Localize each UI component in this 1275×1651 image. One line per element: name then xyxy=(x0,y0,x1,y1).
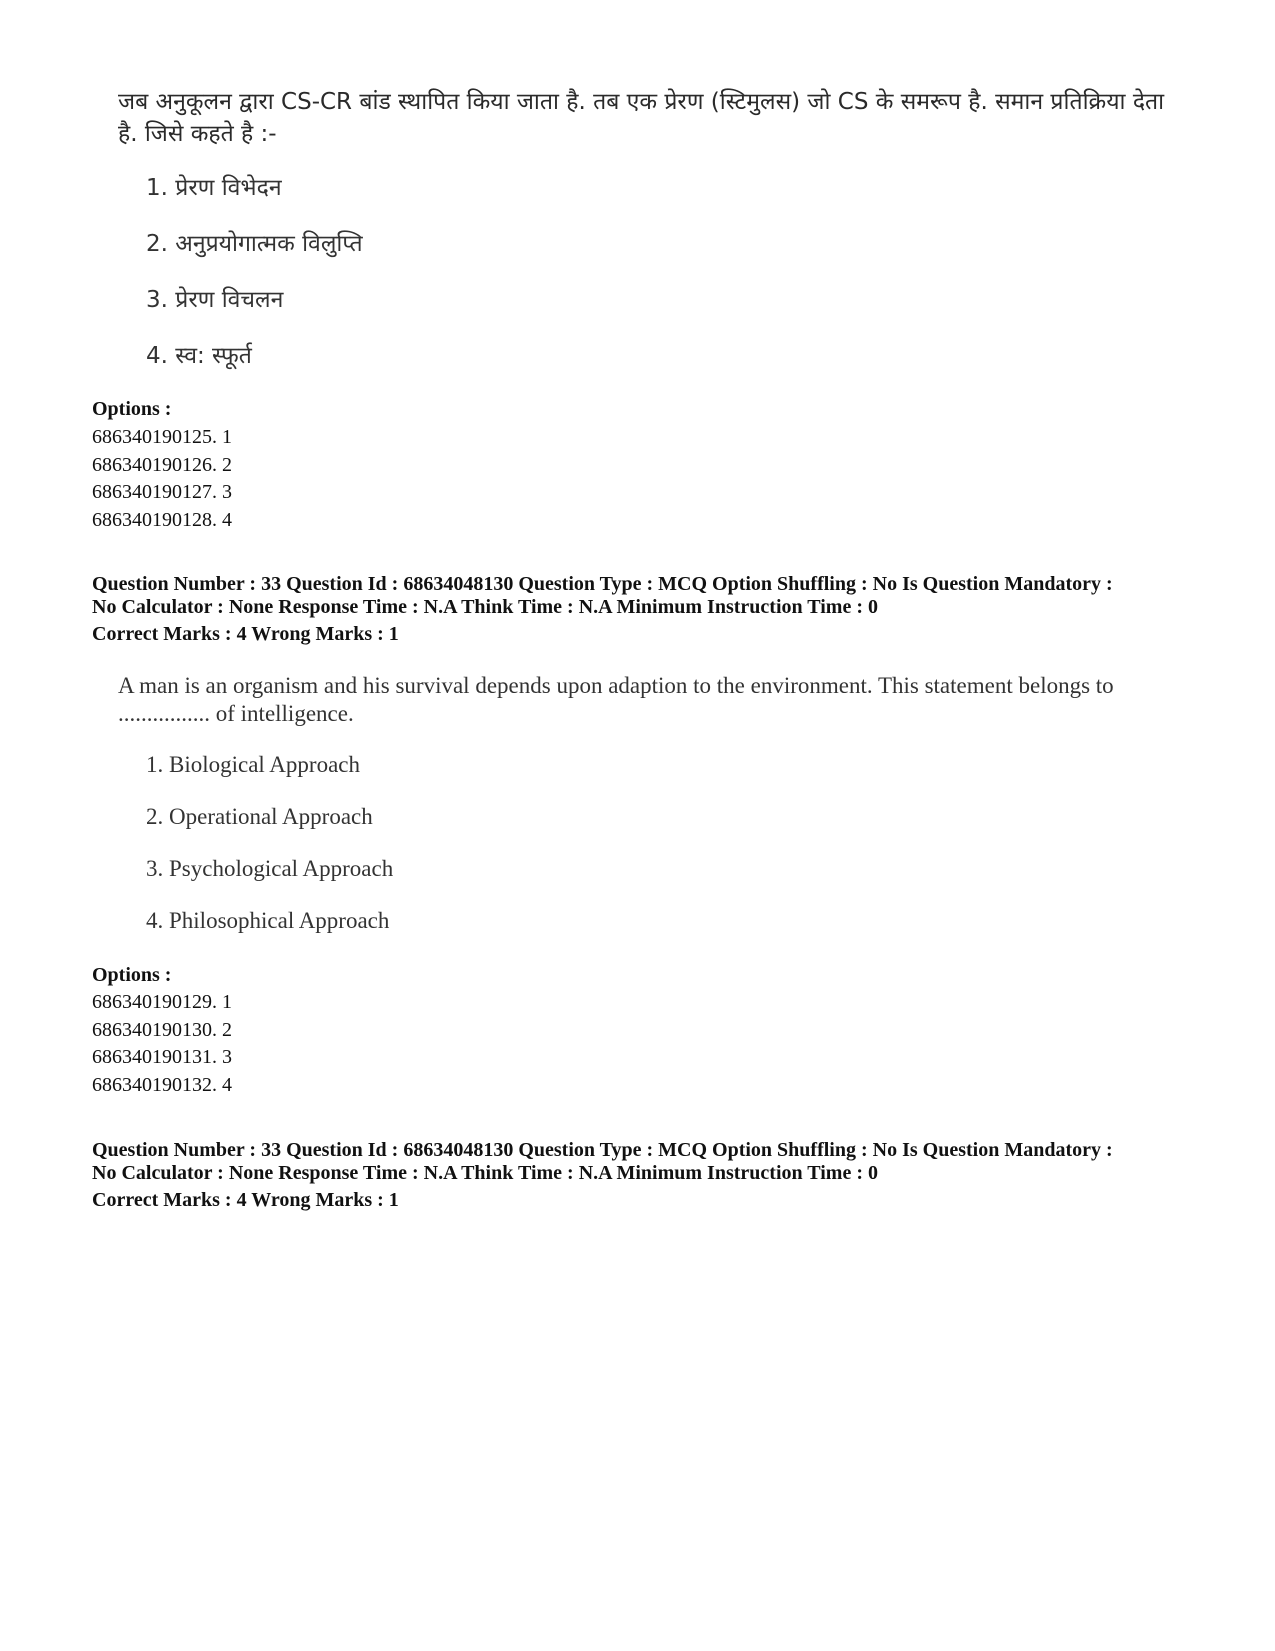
marks-line: Correct Marks : 4 Wrong Marks : 1 xyxy=(92,1189,399,1211)
question-meta-line2: No Calculator : None Response Time : N.A Think Time : N.A Minimum Instruction Time : 0 xyxy=(92,596,878,618)
choice-item: 3. प्रेरण विचलन xyxy=(146,287,284,313)
question-meta-line1: Question Number : 33 Question Id : 68634048130 Question Type : MCQ Option Shuffling : No Is Question Mandatory : xyxy=(92,1139,1113,1161)
choice-item: 3. Psychological Approach xyxy=(146,856,394,881)
option-id-line: 686340190126. 2 xyxy=(92,454,232,476)
options-heading: Options : xyxy=(92,964,172,986)
option-id-line: 686340190125. 1 xyxy=(92,426,232,448)
question-meta-line2: No Calculator : None Response Time : N.A Think Time : N.A Minimum Instruction Time : 0 xyxy=(92,1162,878,1184)
choice-item: 2. अनुप्रयोगात्मक विलुप्ति xyxy=(146,231,363,257)
choice-item: 4. स्व: स्फूर्त xyxy=(146,343,252,369)
choice-item: 1. प्रेरण विभेदन xyxy=(146,175,282,201)
options-heading: Options : xyxy=(92,398,172,420)
marks-line: Correct Marks : 4 Wrong Marks : 1 xyxy=(92,623,399,645)
choice-item: 2. Operational Approach xyxy=(146,804,373,829)
question-text-hindi: जब अनुकूलन द्वारा CS-CR बांड स्थापित किया जाता है. तब एक प्रेरण (स्टिमुलस) जो CS के समरूप है. समान प्रतिक्रिया देता है. जिसे कहते है :- xyxy=(118,89,1165,147)
option-id-line: 686340190131. 3 xyxy=(92,1046,232,1068)
option-id-line: 686340190128. 4 xyxy=(92,509,232,531)
option-id-line: 686340190129. 1 xyxy=(92,991,232,1013)
question-meta-line1: Question Number : 33 Question Id : 68634048130 Question Type : MCQ Option Shuffling : No Is Question Mandatory : xyxy=(92,573,1113,595)
choice-item: 4. Philosophical Approach xyxy=(146,908,390,933)
question-text-english: A man is an organism and his survival depends upon adaption to the environment. This statement belongs to ................ of intelligence. xyxy=(118,673,1114,726)
option-id-line: 686340190127. 3 xyxy=(92,481,232,503)
option-id-line: 686340190132. 4 xyxy=(92,1074,232,1096)
option-id-line: 686340190130. 2 xyxy=(92,1019,232,1041)
choice-item: 1. Biological Approach xyxy=(146,752,360,777)
